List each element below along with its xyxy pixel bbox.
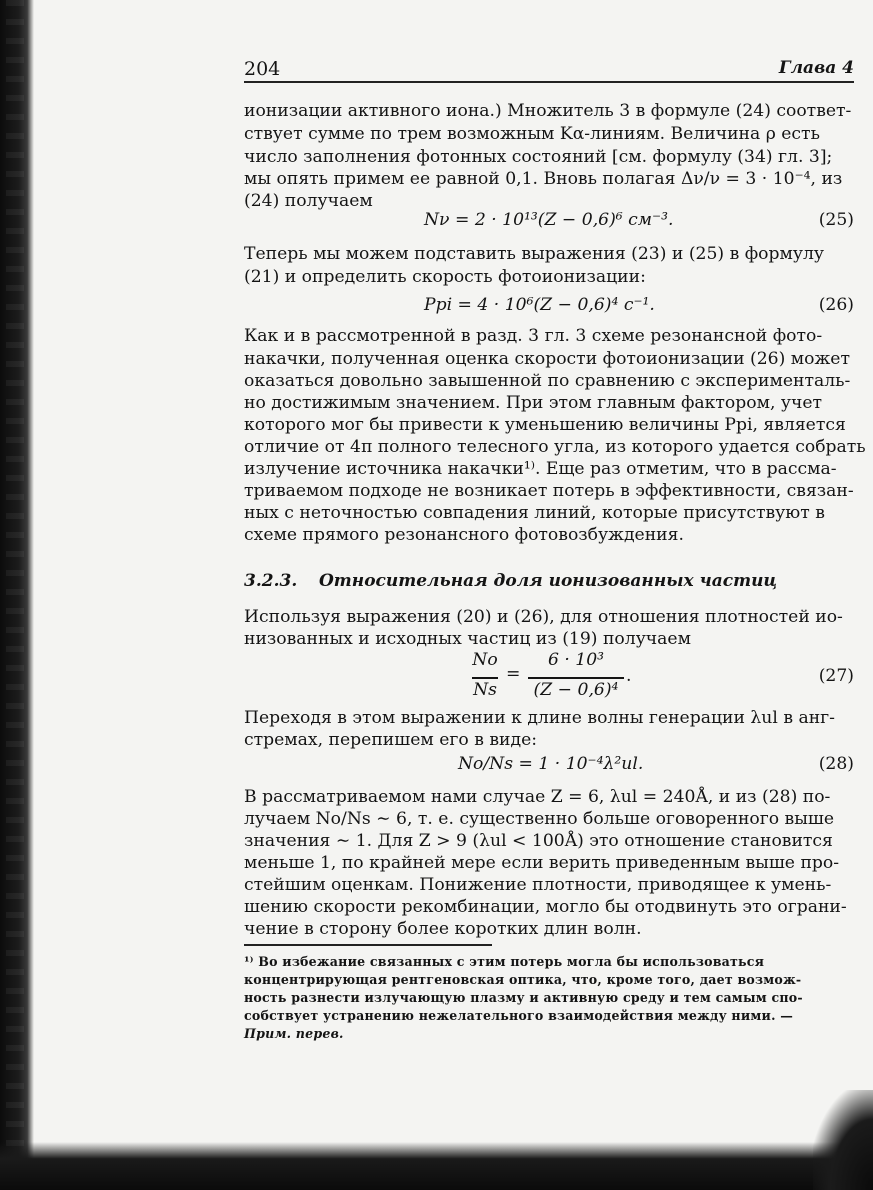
body-line: стейшим оценкам. Понижение плотности, приводящее к умень- xyxy=(244,875,832,895)
body-line: но достижимым значением. При этом главным фактором, учет xyxy=(244,393,823,413)
fraction-bar xyxy=(472,677,498,679)
fraction-denominator: (Z − 0,6)⁴ xyxy=(533,680,619,700)
body-line: Как и в рассмотренной в разд. 3 гл. 3 схеме резонансной фото- xyxy=(244,326,823,346)
equation-25 xyxy=(244,210,854,236)
equation-expression: Nν = 2 · 10¹³(Z − 0,6)⁶ см⁻³. xyxy=(424,210,674,230)
body-line: мы опять примем ее равной 0,1. Вновь полагая Δν/ν = 3 · 10⁻⁴, из xyxy=(244,169,843,189)
body-line: (21) и определить скорость фотоионизации: xyxy=(244,267,646,287)
page-number: 204 xyxy=(244,58,281,80)
body-line: ионизации активного иона.) Множитель 3 в формуле (24) соответ- xyxy=(244,101,852,121)
fraction-numerator: No xyxy=(472,650,498,670)
equation-28 xyxy=(244,754,854,780)
body-line: схеме прямого резонансного фотовозбуждения. xyxy=(244,525,684,545)
footnote-line: концентрирующая рентгеновская оптика, что, кроме того, дает возмож- xyxy=(244,972,802,987)
footnote-rule xyxy=(244,944,492,946)
section-heading xyxy=(244,571,854,591)
body-line: меньше 1, по крайней мере если верить приведенным выше про- xyxy=(244,853,840,873)
equals-sign: = xyxy=(506,664,521,684)
equation-number: (27) xyxy=(818,666,854,686)
footnote-signature: Прим. перев. xyxy=(244,1026,344,1041)
footnote-line: ¹⁾ Во избежание связанных с этим потерь могла бы использоваться xyxy=(244,954,765,969)
equation-expression: No/Ns = 1 · 10⁻⁴λ²ul. xyxy=(458,754,644,774)
body-line: стремах, перепишем его в виде: xyxy=(244,730,538,750)
body-line: ных с неточностью совпадения линий, которые присутствуют в xyxy=(244,503,825,523)
body-line: оказаться довольно завышенной по сравнению с эксперименталь- xyxy=(244,371,851,391)
body-line: отличие от 4π полного телесного угла, из которого удается собрать xyxy=(244,437,866,457)
body-line: ствует сумме по трем возможным Kα-линиям. Величина ρ есть xyxy=(244,124,820,144)
body-line: триваемом подходе не возникает потерь в эффективности, связан- xyxy=(244,481,854,501)
header-rule xyxy=(244,81,854,83)
body-line: значения ∼ 1. Для Z > 9 (λul < 100Å) это отношение становится xyxy=(244,831,833,851)
equation-period: . xyxy=(626,666,632,686)
body-line: Теперь мы можем подставить выражения (23) и (25) в формулу xyxy=(244,244,825,264)
equation-27 xyxy=(470,650,670,706)
body-line: низованных и исходных частиц из (19) получаем xyxy=(244,629,691,649)
body-line: В рассматриваемом нами случае Z = 6, λul = 240Å, и из (28) по- xyxy=(244,787,831,807)
section-title: Относительная доля ионизованных частиц xyxy=(319,571,778,591)
fraction-bar xyxy=(528,677,624,679)
body-line: Используя выражения (20) и (26), для отношения плотностей ио- xyxy=(244,607,843,627)
body-line: накачки, полученная оценка скорости фотоионизации (26) может xyxy=(244,349,850,369)
footnote-line: собствует устранению нежелательного взаимодействия между ними. — xyxy=(244,1008,794,1023)
equation-number: (25) xyxy=(818,210,854,230)
body-line: шению скорости рекомбинации, могло бы отодвинуть это ограни- xyxy=(244,897,847,917)
body-line: число заполнения фотонных состояний [см. формулу (34) гл. 3]; xyxy=(244,147,833,167)
body-line: излучение источника накачки¹⁾. Еще раз отметим, что в рассма- xyxy=(244,459,837,479)
equation-26 xyxy=(244,295,854,321)
body-line: которого мог бы привести к уменьшению величины Ppi, является xyxy=(244,415,846,435)
equation-number: (28) xyxy=(818,754,854,774)
fraction-denominator: Ns xyxy=(473,680,497,700)
running-header xyxy=(244,54,854,82)
scan-left-edge xyxy=(0,0,34,1190)
scan-bottom-edge xyxy=(0,1142,873,1190)
body-line: (24) получаем xyxy=(244,191,373,211)
fraction-numerator: 6 · 10³ xyxy=(547,650,605,670)
scan-corner-shadow xyxy=(813,1090,873,1190)
body-line: лучаем No/Ns ∼ 6, т. е. существенно больше оговоренного выше xyxy=(244,809,835,829)
chapter-title: Глава 4 xyxy=(778,58,854,78)
body-line: Переходя в этом выражении к длине волны генерации λul в анг- xyxy=(244,708,835,728)
section-number: 3.2.3. xyxy=(244,571,298,591)
equation-number: (26) xyxy=(818,295,854,315)
equation-expression: Ppi = 4 · 10⁶(Z − 0,6)⁴ с⁻¹. xyxy=(424,295,655,315)
body-line: чение в сторону более коротких длин волн. xyxy=(244,919,642,939)
footnote-line: ность разнести излучающую плазму и активную среду и тем самым спо- xyxy=(244,990,803,1005)
